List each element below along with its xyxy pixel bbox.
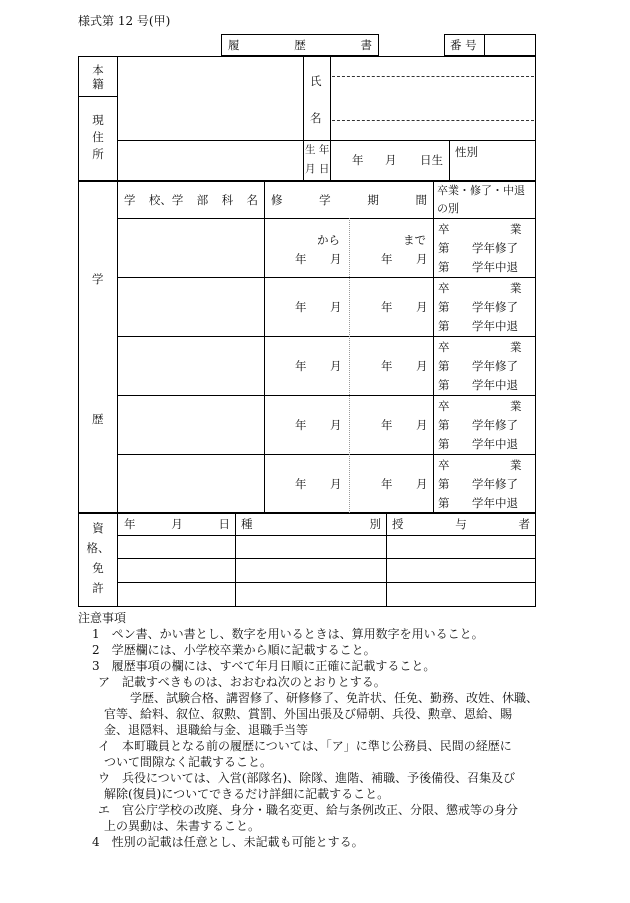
status-shuryo-4: 学年修了	[472, 418, 518, 432]
to-year-4: 年	[381, 418, 393, 432]
form-id: 様式第 12 号(甲)	[78, 14, 171, 28]
note-item: 学歴、試験合格、講習修了、研修修了、免許状、任免、勤務、改姓、休職、	[130, 691, 539, 705]
from-year-1: 年	[295, 252, 307, 266]
notes-title: 注意事項	[78, 611, 127, 625]
status-sotsu-3: 卒	[438, 340, 450, 354]
qualification-grantor-header: 授 与 者	[392, 517, 530, 531]
to-month-4: 月	[416, 418, 428, 432]
status-gyo-2: 業	[510, 281, 522, 295]
from-month-1: 月	[330, 252, 342, 266]
status-gyo-1: 業	[510, 222, 522, 236]
status-sotsu-5: 卒	[438, 458, 450, 472]
from-month-3: 月	[330, 359, 342, 373]
to-year-2: 年	[381, 300, 393, 314]
note-item: 金、退隠料、退職給与金、退職手当等	[104, 723, 309, 737]
school-field-3[interactable]	[118, 337, 263, 394]
status-chutai-1: 学年中退	[472, 260, 518, 274]
status-dai-4a: 第	[438, 418, 450, 432]
status-header-1: 卒業・修了・中退	[437, 184, 525, 197]
status-dai-3b: 第	[438, 378, 450, 392]
qualification-label: 資 格、 免 許	[86, 521, 110, 595]
note-item: 3 履歴事項の欄には、すべて年月日順に正確に記載すること。	[92, 659, 436, 673]
birth-month: 月	[385, 153, 397, 167]
status-shuryo-3: 学年修了	[472, 359, 518, 373]
number-label: 番 号	[450, 38, 477, 52]
to-label: まで	[403, 233, 426, 247]
birth-label-top: 生 年	[305, 144, 330, 156]
status-shuryo-5: 学年修了	[472, 477, 518, 491]
school-field-2[interactable]	[118, 278, 263, 335]
note-item: ついて間隙なく記載すること。	[104, 755, 273, 769]
genjusho-label: 現 住 所	[92, 113, 104, 161]
honseki-field[interactable]	[118, 57, 302, 139]
from-month-5: 月	[330, 477, 342, 491]
name-label-1: 氏	[310, 74, 322, 88]
qualification-kind-header: 種 別	[241, 517, 381, 531]
from-year-4: 年	[295, 418, 307, 432]
status-dai-5b: 第	[438, 496, 450, 510]
status-dai-1b: 第	[438, 260, 450, 274]
status-shuryo-2: 学年修了	[472, 300, 518, 314]
honseki-label: 本 籍	[92, 63, 104, 91]
qualification-date-header: 年 月 日	[124, 517, 230, 531]
status-chutai-2: 学年中退	[472, 319, 518, 333]
genjusho-field[interactable]	[118, 141, 302, 180]
notes-section	[78, 610, 564, 850]
status-dai-2b: 第	[438, 319, 450, 333]
note-item: ウ 兵役については、入営(部隊名)、除隊、進階、補職、予後備役、召集及び	[98, 771, 516, 785]
status-sotsu-4: 卒	[438, 399, 450, 413]
status-dai-5a: 第	[438, 477, 450, 491]
status-sotsu-1: 卒	[438, 222, 450, 236]
status-sotsu-2: 卒	[438, 281, 450, 295]
to-month-3: 月	[416, 359, 428, 373]
qualification-row-3[interactable]	[118, 583, 535, 606]
note-item: イ 本町職員となる前の履歴については、「ア」に準じ公務員、民間の経歴に	[98, 739, 512, 753]
birth-label-bottom: 月 日	[305, 163, 330, 175]
education-label-1: 学	[92, 272, 104, 286]
number-field[interactable]	[485, 35, 535, 55]
status-shuryo-1: 学年修了	[472, 241, 518, 255]
note-item: 官等、給料、叙位、叙勲、賞罰、外国出張及び帰朝、兵役、勲章、恩給、賜	[104, 707, 513, 721]
status-header-2: の別	[437, 202, 459, 215]
from-month-2: 月	[330, 300, 342, 314]
note-item: 解除(復員)についてできるだけ詳細に記載すること。	[104, 787, 390, 801]
qualification-row-1[interactable]	[118, 536, 535, 557]
birth-day: 日生	[420, 153, 443, 167]
note-item: 4 性別の記載は任意とし、未記載も可能とする。	[92, 835, 364, 849]
school-field-4[interactable]	[118, 396, 263, 453]
note-item: 上の異動は、朱書すること。	[104, 819, 261, 833]
gender-label: 性別	[455, 145, 478, 159]
status-chutai-3: 学年中退	[472, 378, 518, 392]
period-header: 修 学 期 間	[271, 193, 427, 207]
status-chutai-4: 学年中退	[472, 437, 518, 451]
school-field-1[interactable]	[118, 219, 263, 276]
to-month-1: 月	[416, 252, 428, 266]
qualification-row-2[interactable]	[118, 559, 535, 581]
from-year-5: 年	[295, 477, 307, 491]
note-item: 2 学歴欄には、小学校卒業から順に記載すること。	[92, 643, 376, 657]
to-year-5: 年	[381, 477, 393, 491]
status-dai-3a: 第	[438, 359, 450, 373]
note-item: ア 記載すべきものは、おおむね次のとおりとする。	[98, 675, 386, 689]
status-gyo-4: 業	[510, 399, 522, 413]
education-label-2: 歴	[92, 412, 104, 426]
document-title: 履 歴 書	[228, 38, 372, 52]
status-dai-4b: 第	[438, 437, 450, 451]
name-field[interactable]	[331, 57, 535, 139]
to-month-5: 月	[416, 477, 428, 491]
status-dai-1a: 第	[438, 241, 450, 255]
to-year-3: 年	[381, 359, 393, 373]
to-month-2: 月	[416, 300, 428, 314]
school-field-5[interactable]	[118, 455, 263, 512]
from-month-4: 月	[330, 418, 342, 432]
gender-field[interactable]	[450, 160, 535, 180]
birthdate-field[interactable]	[331, 141, 448, 180]
from-year-3: 年	[295, 359, 307, 373]
note-item: 1 ペン書、かい書とし、数字を用いるときは、算用数字を用いること。	[92, 627, 484, 641]
status-dai-2a: 第	[438, 300, 450, 314]
from-label: から	[317, 233, 340, 247]
note-item: エ 官公庁学校の改廃、身分・職名変更、給与条例改正、分限、懲戒等の身分	[98, 803, 519, 817]
school-header: 学 校、学 部 科 名	[124, 193, 258, 207]
to-year-1: 年	[381, 252, 393, 266]
name-label-2: 名	[310, 111, 322, 125]
from-year-2: 年	[295, 300, 307, 314]
birth-year: 年	[352, 153, 364, 167]
status-chutai-5: 学年中退	[472, 496, 518, 510]
status-gyo-5: 業	[510, 458, 522, 472]
status-gyo-3: 業	[510, 340, 522, 354]
